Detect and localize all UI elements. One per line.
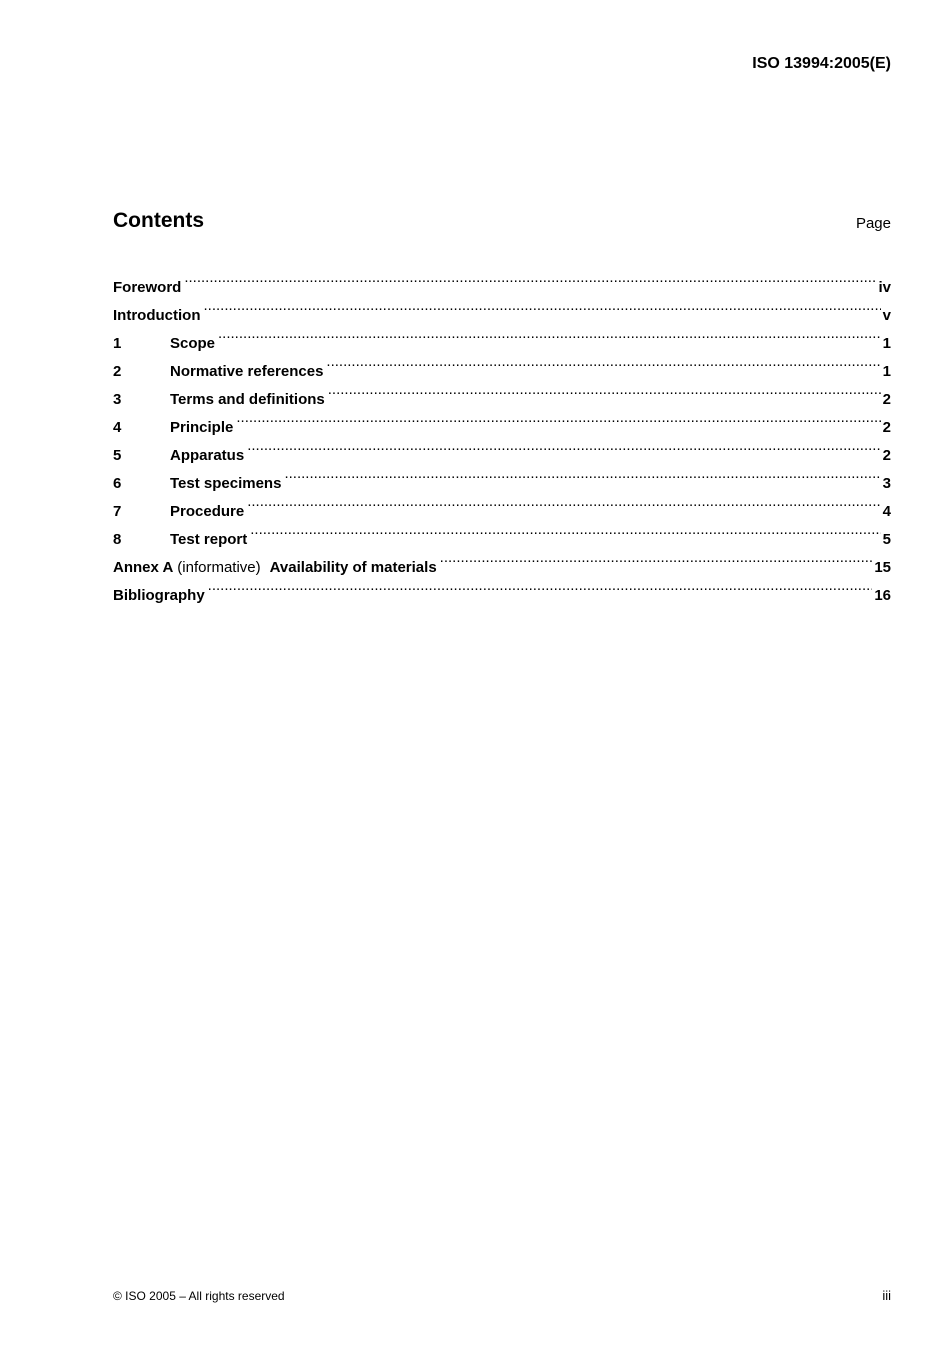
toc-entry[interactable] <box>113 320 891 352</box>
toc-entry-label: Introduction <box>113 307 201 324</box>
toc-entry-label: Apparatus <box>170 447 245 464</box>
page-column-heading: Page <box>855 215 891 232</box>
document-id: ISO 13994:2005(E) <box>752 55 891 72</box>
toc-entry-label: Test report <box>170 531 248 548</box>
toc-dot-leader <box>236 404 880 432</box>
toc-entry-number: 3 <box>113 391 122 408</box>
toc-entry-label: Normative references <box>170 363 324 380</box>
toc-entry-label: Bibliography <box>113 587 205 604</box>
toc-entry-number: 7 <box>113 503 122 520</box>
toc-dot-leader <box>247 432 880 460</box>
toc-dot-leader <box>184 264 876 292</box>
toc-dot-leader <box>203 292 880 320</box>
toc-dot-leader <box>326 348 880 376</box>
toc-dot-leader <box>218 320 881 348</box>
contents-title: Contents <box>113 209 204 232</box>
toc-dot-leader <box>284 460 880 488</box>
toc-entry-number: 1 <box>113 335 122 352</box>
toc-entry-page: 1 <box>882 335 891 352</box>
toc-entry-page: 15 <box>874 559 891 576</box>
toc-entry-page: 3 <box>882 475 891 492</box>
toc-entry[interactable] <box>113 264 891 296</box>
toc-entry-page: 1 <box>882 363 891 380</box>
toc-dot-leader <box>440 544 873 572</box>
toc-entry[interactable] <box>113 572 891 604</box>
toc-entry-label: Procedure <box>170 503 245 520</box>
toc-dot-leader <box>247 488 880 516</box>
toc-entry-number: 4 <box>113 419 122 436</box>
toc-dot-leader <box>208 572 873 600</box>
toc-entry-number: 6 <box>113 475 122 492</box>
toc-entry-subtitle: Availability of materials <box>269 559 437 576</box>
toc-entry-number: 2 <box>113 363 122 380</box>
toc-entry-label: Annex A <box>113 559 174 576</box>
toc-entry-page: 2 <box>882 447 891 464</box>
toc-entry-page: 2 <box>882 391 891 408</box>
footer-page-number: iii <box>882 1288 891 1303</box>
toc-entry-page: 16 <box>874 587 891 604</box>
toc-entry-page: 5 <box>882 531 891 548</box>
toc-entry-number: 8 <box>113 531 122 548</box>
toc-entry[interactable] <box>113 348 891 380</box>
toc-entry-note: (informative) <box>177 559 261 576</box>
toc-entry-page: 2 <box>882 419 891 436</box>
toc-entry-number: 5 <box>113 447 122 464</box>
toc-entry-page: iv <box>878 279 891 296</box>
toc-dot-leader <box>328 376 881 404</box>
table-of-contents <box>113 264 891 604</box>
toc-entry-label: Scope <box>170 335 216 352</box>
toc-entry-label: Principle <box>170 419 234 436</box>
toc-entry-label: Terms and definitions <box>170 391 325 408</box>
toc-entry-label: Test specimens <box>170 475 282 492</box>
footer-copyright: © ISO 2005 – All rights reserved <box>113 1289 285 1303</box>
toc-dot-leader <box>250 516 880 544</box>
toc-entry-page: 4 <box>882 503 891 520</box>
toc-entry-page: v <box>882 307 891 324</box>
toc-entry-label: Foreword <box>113 279 182 296</box>
toc-entry[interactable] <box>113 292 891 324</box>
